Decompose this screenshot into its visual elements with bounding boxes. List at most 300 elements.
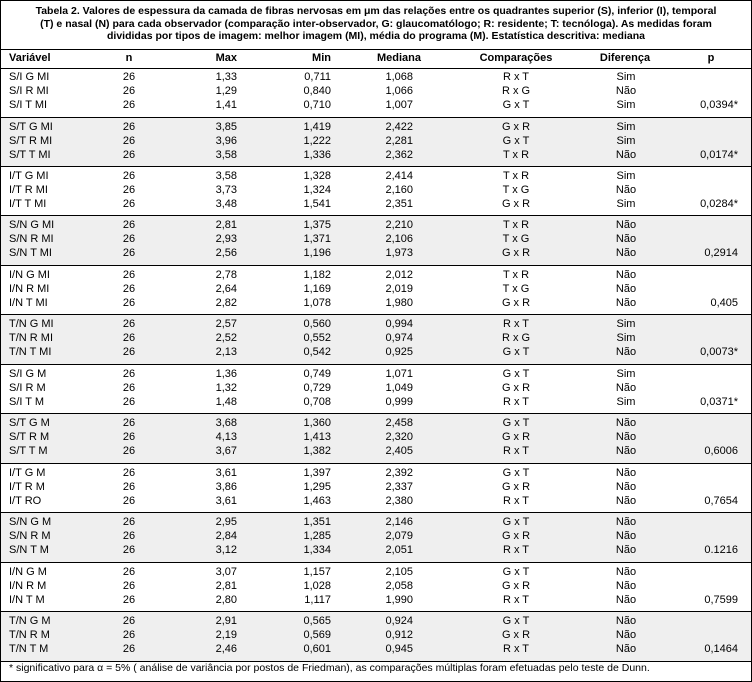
cell-diferenca: Sim — [616, 318, 636, 331]
cell-diferenca: Não — [615, 183, 637, 196]
cell-comparacao: R x G — [501, 85, 531, 97]
table-row — [1, 580, 751, 593]
cell-variavel: I/N R M — [9, 579, 47, 592]
cell-n: 26 — [122, 565, 136, 578]
cell-n: 26 — [122, 268, 136, 281]
row-group — [1, 315, 751, 365]
cell-variavel: I/T RO — [9, 494, 42, 507]
cell-diferenca: Sim — [616, 169, 636, 182]
cell-n: 26 — [122, 318, 136, 331]
row-group — [1, 216, 751, 266]
cell-max: 4,13 — [215, 431, 237, 444]
cell-n: 26 — [122, 85, 136, 97]
cell-mediana: 2,422 — [385, 120, 413, 133]
cell-variavel: I/N G MI — [9, 268, 50, 281]
cell-mediana: 1,066 — [385, 85, 413, 97]
caption-line: (T) e nasal (N) para cada observador (comparação inter-observador, G: glaucomatólogo; R: residente; T: tecnóloga). As medidas foram — [40, 17, 712, 30]
cell-variavel: T/N G MI — [9, 318, 54, 331]
cell-min: 1,375 — [303, 219, 331, 232]
cell-p-value: 0,7654 — [704, 494, 738, 507]
table-row — [1, 530, 751, 543]
table-row — [1, 170, 751, 183]
cell-comparacao: G x T — [502, 466, 530, 479]
cell-max: 1,48 — [215, 395, 237, 408]
cell-comparacao: G x T — [502, 346, 530, 359]
table-row — [1, 121, 751, 134]
cell-variavel: S/N T M — [9, 544, 49, 556]
cell-mediana: 2,392 — [385, 466, 413, 479]
cell-max: 2,81 — [215, 219, 237, 232]
cell-diferenca: Sim — [616, 395, 636, 408]
cell-variavel: S/N G M — [9, 516, 52, 528]
header-comparacoes: Comparações — [479, 52, 553, 64]
cell-mediana: 2,337 — [385, 480, 413, 493]
cell-max: 2,56 — [215, 247, 237, 260]
cell-comparacao: G x R — [501, 120, 531, 133]
cell-mediana: 2,320 — [385, 431, 413, 444]
cell-comparacao: G x R — [501, 431, 531, 444]
cell-n: 26 — [122, 643, 136, 655]
table-row — [1, 368, 751, 381]
caption-line: Tabela 2. Valores de espessura da camada de fibras nervosas em μm das relações entre os quadrantes superior (S), inferior (I), temporal — [35, 5, 717, 17]
header-variavel: Variável — [9, 52, 51, 64]
cell-max: 2,84 — [215, 530, 237, 542]
cell-p-value: 0,0073* — [700, 346, 738, 359]
cell-variavel: I/T G MI — [9, 169, 49, 182]
cell-comparacao: G x R — [501, 381, 531, 394]
cell-variavel: T/N T MI — [9, 346, 52, 359]
cell-n: 26 — [122, 282, 136, 295]
cell-variavel: I/T R M — [9, 480, 45, 493]
cell-variavel: S/I R M — [9, 381, 46, 394]
cell-mediana: 2,458 — [385, 417, 413, 430]
cell-mediana: 2,012 — [385, 268, 413, 281]
cell-variavel: I/T T MI — [9, 197, 47, 210]
row-group — [1, 612, 751, 662]
cell-variavel: T/N G M — [9, 615, 51, 627]
cell-diferenca: Não — [615, 494, 637, 507]
cell-max: 2,91 — [215, 615, 237, 627]
cell-max: 3,68 — [215, 417, 237, 430]
cell-diferenca: Não — [615, 643, 637, 655]
cell-diferenca: Não — [615, 565, 637, 578]
cell-mediana: 1,071 — [385, 367, 413, 380]
cell-p-value: 0,7599 — [704, 593, 738, 606]
cell-min: 1,334 — [303, 544, 331, 556]
cell-variavel: T/N R MI — [9, 332, 53, 345]
header-n: n — [125, 52, 133, 64]
cell-variavel: S/T T MI — [9, 148, 51, 161]
cell-comparacao: T x G — [502, 183, 530, 196]
cell-n: 26 — [122, 381, 136, 394]
cell-comparacao: G x T — [502, 615, 530, 627]
row-group — [1, 167, 751, 217]
cell-max: 3,48 — [215, 197, 237, 210]
cell-min: 1,117 — [304, 593, 331, 606]
cell-diferenca: Sim — [616, 197, 636, 210]
cell-max: 1,36 — [215, 367, 237, 380]
cell-mediana: 1,990 — [385, 593, 413, 606]
cell-min: 1,328 — [303, 169, 331, 182]
table-row — [1, 149, 751, 162]
cell-diferenca: Não — [615, 268, 637, 281]
table-row — [1, 495, 751, 508]
cell-p-value: 0,0284* — [700, 197, 738, 210]
cell-comparacao: G x T — [502, 565, 530, 578]
cell-comparacao: G x R — [501, 629, 531, 641]
cell-mediana: 0,999 — [385, 395, 413, 408]
header-diferenca: Diferença — [599, 52, 651, 64]
cell-mediana: 1,049 — [385, 381, 413, 394]
cell-variavel: T/N T M — [9, 643, 49, 655]
table-row — [1, 516, 751, 529]
cell-diferenca: Não — [615, 296, 637, 309]
cell-min: 1,196 — [303, 247, 331, 260]
cell-min: 1,182 — [303, 268, 331, 281]
cell-min: 1,078 — [303, 296, 331, 309]
cell-comparacao: R x G — [501, 332, 531, 345]
cell-n: 26 — [122, 120, 136, 133]
cell-max: 3,12 — [215, 544, 237, 556]
cell-variavel: S/T R MI — [9, 134, 53, 147]
cell-min: 1,351 — [303, 516, 331, 528]
cell-comparacao: G x T — [502, 417, 530, 430]
cell-min: 1,397 — [303, 466, 331, 479]
cell-diferenca: Sim — [616, 332, 636, 345]
cell-n: 26 — [122, 593, 136, 606]
cell-variavel: S/T G MI — [9, 120, 53, 133]
cell-diferenca: Não — [615, 445, 637, 458]
cell-n: 26 — [122, 431, 136, 444]
cell-diferenca: Não — [615, 593, 637, 606]
cell-mediana: 2,405 — [385, 445, 413, 458]
table-row — [1, 417, 751, 430]
table-row — [1, 247, 751, 260]
cell-mediana: 0,945 — [385, 643, 413, 655]
cell-comparacao: G x T — [502, 134, 530, 147]
row-group — [1, 118, 751, 168]
cell-diferenca: Não — [615, 233, 637, 246]
cell-n: 26 — [122, 367, 136, 380]
cell-comparacao: G x R — [501, 197, 531, 210]
cell-mediana: 1,980 — [385, 296, 413, 309]
cell-p-value: 0,405 — [710, 296, 738, 309]
row-group — [1, 266, 751, 316]
cell-diferenca: Não — [615, 466, 637, 479]
cell-max: 2,64 — [215, 282, 237, 295]
cell-comparacao: R x T — [502, 494, 530, 507]
header-p: p — [707, 52, 715, 64]
cell-max: 2,78 — [215, 268, 237, 281]
cell-comparacao: T x G — [502, 233, 530, 246]
cell-max: 3,67 — [215, 445, 237, 458]
cell-diferenca: Não — [615, 247, 637, 260]
table-row — [1, 566, 751, 579]
cell-variavel: S/T T M — [9, 445, 48, 458]
cell-p-value: 0,2914 — [704, 247, 738, 260]
cell-comparacao: T x R — [502, 268, 530, 281]
cell-n: 26 — [122, 480, 136, 493]
cell-n: 26 — [122, 346, 136, 359]
table-row — [1, 297, 751, 310]
cell-max: 2,95 — [215, 516, 237, 528]
cell-comparacao: R x T — [502, 395, 530, 408]
cell-n: 26 — [122, 99, 136, 111]
cell-n: 26 — [122, 629, 136, 641]
table-row — [1, 269, 751, 282]
cell-variavel: S/T G M — [9, 417, 50, 430]
cell-max: 3,58 — [215, 169, 237, 182]
cell-variavel: S/N R M — [9, 530, 51, 542]
cell-n: 26 — [122, 134, 136, 147]
table-row — [1, 431, 751, 444]
row-group — [1, 414, 751, 464]
table-row — [1, 396, 751, 409]
cell-diferenca: Não — [615, 629, 637, 641]
cell-diferenca: Não — [615, 85, 637, 97]
cell-n: 26 — [122, 183, 136, 196]
cell-n: 26 — [122, 148, 136, 161]
cell-min: 0,840 — [303, 85, 331, 97]
cell-mediana: 2,106 — [385, 233, 413, 246]
cell-variavel: I/T R MI — [9, 183, 48, 196]
cell-mediana: 2,058 — [385, 579, 413, 592]
cell-comparacao: R x T — [502, 318, 530, 331]
table-row — [1, 71, 751, 84]
table-row — [1, 184, 751, 197]
cell-mediana: 2,281 — [385, 134, 413, 147]
cell-diferenca: Não — [615, 530, 637, 542]
cell-diferenca: Não — [615, 516, 637, 528]
cell-min: 1,169 — [303, 282, 331, 295]
cell-variavel: S/I R MI — [9, 85, 49, 97]
table-row — [1, 219, 751, 232]
cell-mediana: 2,019 — [385, 282, 413, 295]
table-row — [1, 318, 751, 331]
cell-mediana: 2,210 — [385, 219, 413, 232]
cell-max: 1,33 — [215, 71, 237, 83]
cell-variavel: S/N G MI — [9, 219, 55, 232]
table-row — [1, 629, 751, 642]
cell-min: 1,413 — [303, 431, 331, 444]
cell-mediana: 1,007 — [385, 99, 413, 111]
cell-min: 0,569 — [303, 629, 331, 641]
cell-min: 0,749 — [303, 367, 331, 380]
cell-variavel: S/T R M — [9, 431, 50, 444]
cell-n: 26 — [122, 71, 136, 83]
cell-mediana: 2,051 — [385, 544, 413, 556]
cell-max: 1,41 — [215, 99, 237, 111]
cell-min: 1,028 — [303, 579, 331, 592]
cell-max: 3,96 — [215, 134, 237, 147]
cell-max: 2,13 — [215, 346, 237, 359]
cell-max: 2,93 — [215, 233, 237, 246]
table-row — [1, 615, 751, 628]
cell-diferenca: Não — [615, 480, 637, 493]
table-row — [1, 99, 751, 112]
cell-max: 3,61 — [215, 494, 237, 507]
cell-min: 0,601 — [303, 643, 331, 655]
cell-comparacao: R x T — [502, 71, 530, 83]
cell-diferenca: Não — [615, 381, 637, 394]
cell-mediana: 2,146 — [385, 516, 413, 528]
table-row — [1, 445, 751, 458]
cell-comparacao: T x G — [502, 282, 530, 295]
cell-p-value: 0,6006 — [704, 445, 738, 458]
cell-min: 1,285 — [303, 530, 331, 542]
cell-p-value: 0,0174* — [700, 148, 738, 161]
cell-max: 2,52 — [215, 332, 237, 345]
cell-diferenca: Não — [615, 417, 637, 430]
cell-p-value: 0,0371* — [700, 395, 738, 408]
cell-mediana: 0,912 — [385, 629, 413, 641]
table-row — [1, 233, 751, 246]
cell-max: 2,57 — [215, 318, 237, 331]
cell-n: 26 — [122, 417, 136, 430]
cell-diferenca: Não — [615, 219, 637, 232]
cell-n: 26 — [122, 445, 136, 458]
cell-min: 1,360 — [303, 417, 331, 430]
cell-min: 1,382 — [303, 445, 331, 458]
cell-n: 26 — [122, 169, 136, 182]
table-footnote: * significativo para α = 5% ( análise de variância por postos de Friedman), as comparações múltiplas foram efetuadas pelo teste de Dunn. — [9, 662, 650, 674]
table-row — [1, 198, 751, 211]
table-row — [1, 481, 751, 494]
cell-diferenca: Sim — [616, 367, 636, 380]
cell-variavel: I/N R MI — [9, 282, 50, 295]
cell-mediana: 0,974 — [385, 332, 413, 345]
cell-diferenca: Não — [615, 431, 637, 444]
cell-n: 26 — [122, 494, 136, 507]
cell-diferenca: Não — [615, 346, 637, 359]
cell-diferenca: Sim — [616, 120, 636, 133]
cell-comparacao: G x R — [501, 480, 531, 493]
cell-mediana: 1,973 — [385, 247, 413, 260]
cell-max: 3,86 — [215, 480, 237, 493]
cell-n: 26 — [122, 233, 136, 246]
cell-diferenca: Não — [615, 544, 637, 556]
cell-mediana: 1,068 — [385, 71, 413, 83]
cell-max: 2,46 — [215, 643, 237, 655]
cell-variavel: T/N R M — [9, 629, 50, 641]
caption-line: divididas por tipos de imagem: melhor imagem (MI), média do programa (M). Estatística descritiva: mediana — [107, 30, 645, 42]
cell-n: 26 — [122, 219, 136, 232]
cell-max: 2,80 — [215, 593, 237, 606]
cell-min: 0,552 — [303, 332, 331, 345]
cell-min: 0,708 — [303, 395, 331, 408]
table-row — [1, 283, 751, 296]
row-group — [1, 563, 751, 613]
header-max: Max — [215, 52, 237, 64]
cell-comparacao: G x T — [502, 99, 530, 111]
cell-max: 2,82 — [215, 296, 237, 309]
cell-comparacao: G x T — [502, 516, 530, 528]
cell-variavel: S/N T MI — [9, 247, 52, 260]
cell-mediana: 2,362 — [385, 148, 413, 161]
cell-min: 0,560 — [303, 318, 331, 331]
cell-comparacao: G x R — [501, 530, 531, 542]
cell-min: 1,324 — [303, 183, 331, 196]
cell-p-value: 0.1216 — [704, 544, 738, 556]
table-header — [1, 49, 751, 69]
cell-min: 0,542 — [303, 346, 331, 359]
cell-max: 1,32 — [215, 381, 237, 394]
cell-comparacao: T x R — [502, 148, 530, 161]
cell-comparacao: G x R — [501, 296, 531, 309]
cell-variavel: S/I T MI — [9, 99, 48, 111]
cell-diferenca: Não — [615, 615, 637, 627]
cell-diferenca: Sim — [616, 99, 636, 111]
cell-n: 26 — [122, 579, 136, 592]
cell-min: 0,711 — [304, 71, 331, 83]
header-mediana: Mediana — [376, 52, 421, 64]
cell-max: 3,73 — [215, 183, 237, 196]
cell-variavel: S/N R MI — [9, 233, 54, 246]
cell-min: 0,729 — [303, 381, 331, 394]
cell-variavel: I/N G M — [9, 565, 47, 578]
row-group — [1, 68, 751, 118]
cell-comparacao: T x R — [502, 169, 530, 182]
table-row — [1, 643, 751, 656]
table-row — [1, 594, 751, 607]
cell-min: 1,295 — [303, 480, 331, 493]
cell-min: 1,336 — [303, 148, 331, 161]
cell-max: 3,07 — [215, 565, 237, 578]
cell-variavel: S/I G MI — [9, 71, 50, 83]
cell-max: 3,85 — [215, 120, 237, 133]
cell-n: 26 — [122, 466, 136, 479]
row-group — [1, 365, 751, 415]
table-row — [1, 382, 751, 395]
cell-mediana: 2,351 — [385, 197, 413, 210]
table-row — [1, 346, 751, 359]
table-row — [1, 332, 751, 345]
cell-n: 26 — [122, 615, 136, 627]
cell-mediana: 2,414 — [385, 169, 413, 182]
cell-variavel: S/I T M — [9, 395, 45, 408]
table-caption — [5, 5, 747, 43]
cell-n: 26 — [122, 544, 136, 556]
cell-mediana: 2,160 — [385, 183, 413, 196]
cell-comparacao: R x T — [502, 544, 530, 556]
cell-n: 26 — [122, 516, 136, 528]
cell-n: 26 — [122, 530, 136, 542]
cell-n: 26 — [122, 197, 136, 210]
cell-diferenca: Não — [615, 282, 637, 295]
cell-min: 1,463 — [303, 494, 331, 507]
cell-mediana: 2,380 — [385, 494, 413, 507]
cell-mediana: 0,994 — [385, 318, 413, 331]
cell-mediana: 2,105 — [385, 565, 413, 578]
cell-diferenca: Não — [615, 579, 637, 592]
cell-comparacao: R x T — [502, 643, 530, 655]
table-row — [1, 135, 751, 148]
cell-min: 0,710 — [303, 99, 331, 111]
cell-min: 1,419 — [303, 120, 331, 133]
cell-comparacao: R x T — [502, 593, 530, 606]
table-row — [1, 544, 751, 557]
cell-mediana: 0,924 — [385, 615, 413, 627]
cell-max: 1,29 — [215, 85, 237, 97]
cell-min: 0,565 — [303, 615, 331, 627]
cell-min: 1,541 — [303, 197, 331, 210]
cell-mediana: 0,925 — [385, 346, 413, 359]
cell-variavel: S/I G M — [9, 367, 47, 380]
cell-mediana: 2,079 — [385, 530, 413, 542]
cell-n: 26 — [122, 296, 136, 309]
cell-min: 1,157 — [303, 565, 331, 578]
header-min: Min — [312, 52, 331, 64]
